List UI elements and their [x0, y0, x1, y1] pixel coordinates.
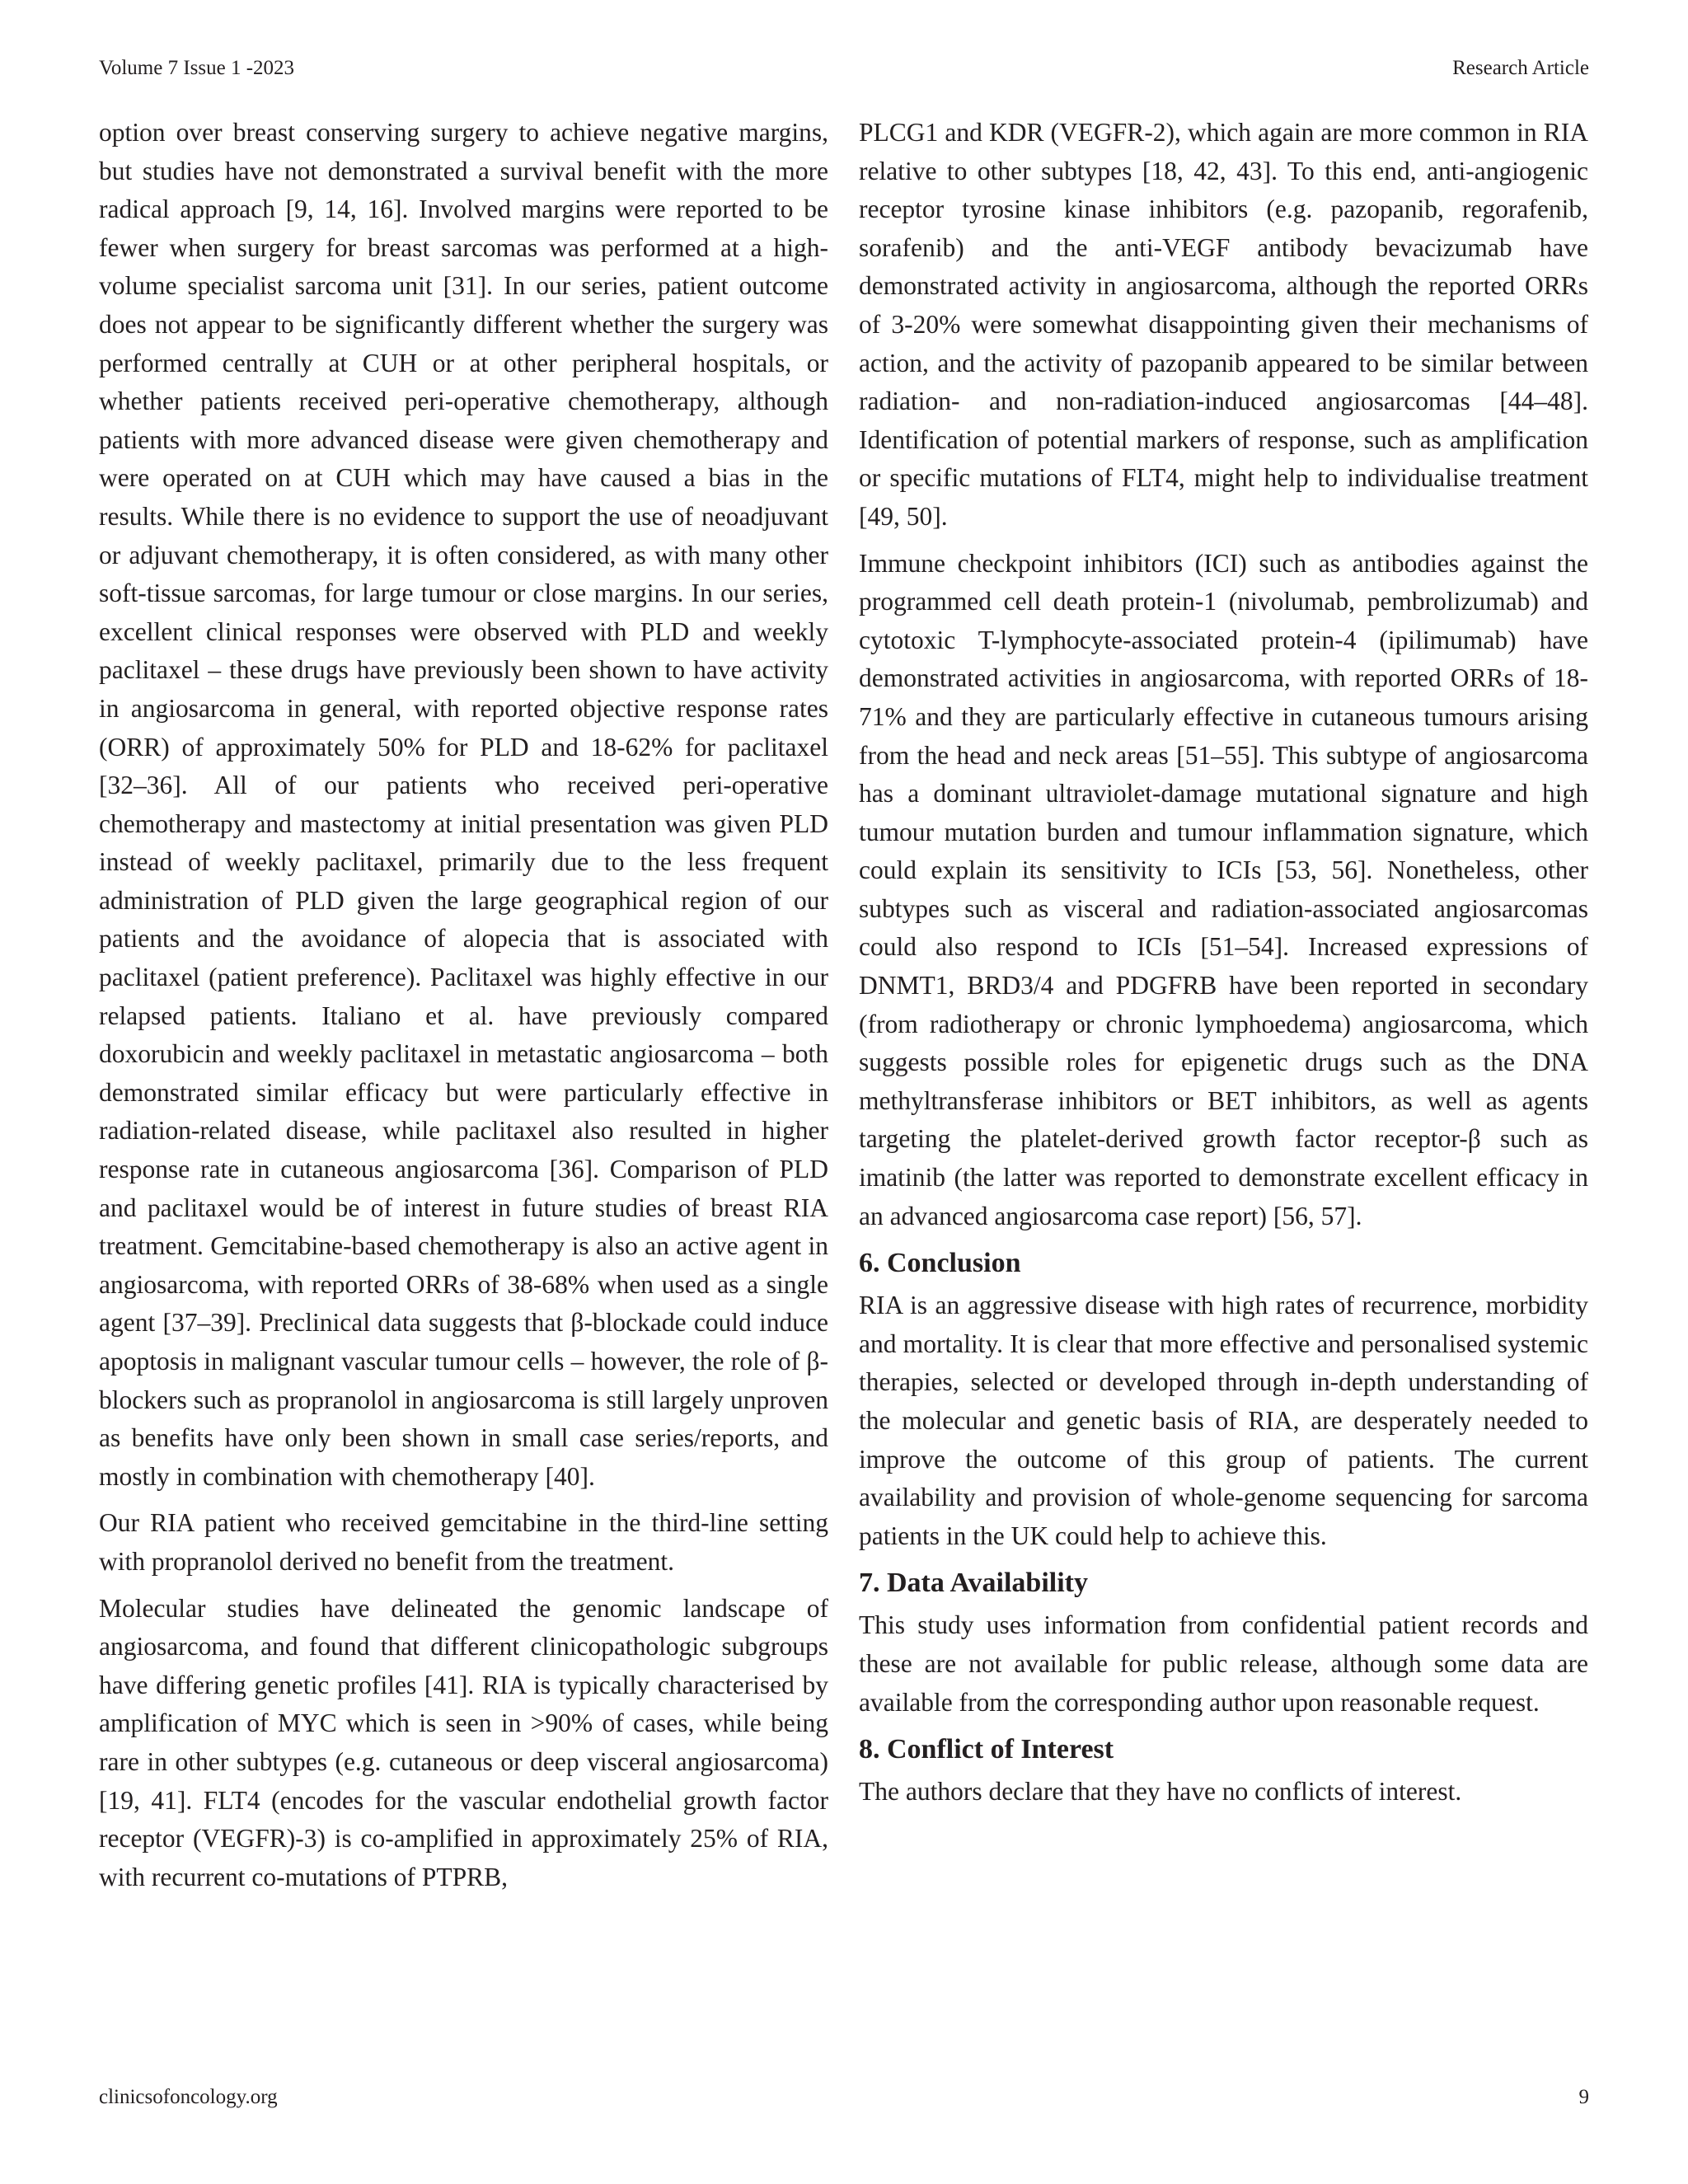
paragraph-chemotherapy: option over breast conserving surgery to achieve negative margins, but studies have not demonstrated a survival benefit with the more radical approach [9, 14, 16]. Involved margins were reported to be fewer when surgery for breast sarcomas was performed at a high-volume specialist sarcoma unit [31]. In our series, patient outcome does not appear to be significantly different whether the surgery was performed centrally at CUH or at other peripheral hospitals, or whether patients received peri-operative chemotherapy, although patients with more advanced disease were given chemotherapy and were operated on at CUH which may have caused a bias in the results. While there is no evidence to support the use of neoadjuvant or adjuvant chemotherapy, it is often considered, as with many other soft-tissue sarcomas, for large tumour or close margins. In our series, excellent clinical responses were observed with PLD and weekly paclitaxel – these drugs have previously been shown to have activity in angiosarcoma in general, with reported objective response rates (ORR) of approximately 50% for PLD and 18-62% for paclitaxel [32–36]. All of our patients who received peri-operative chemotherapy and mastectomy at initial presentation was given PLD instead of weekly paclitaxel, primarily due to the less frequent administration of PLD given the large geographical region of our patients and the avoidance of alopecia that is associated with paclitaxel (patient preference). Paclitaxel was highly effective in our relapsed patients. Italiano et al. have previously compared doxorubicin and weekly paclitaxel in metastatic angiosarcoma – both demonstrated similar efficacy but were particularly effective in radiation-related disease, while paclitaxel also resulted in higher response rate in cutaneous angiosarcoma [36]. Comparison of PLD and paclitaxel would be of interest in future studies of breast RIA treatment. Gemcitabine-based chemotherapy is also an active agent in angiosarcoma, with reported ORRs of 38-68% when used as a single agent [37–39]. Preclinical data suggests that β-blockade could induce apoptosis in malignant vascular tumour cells – however, the role of β-blockers such as propranolol in angiosarcoma is still largely unproven as benefits have only been shown in small case series/reports, and mostly in combination with chemotherapy [40].: [99, 118, 828, 1491]
paragraph-gemcitabine: Our RIA patient who received gemcitabine in the third-line setting with propranolol derived no benefit from the treatment.: [99, 1508, 828, 1576]
paragraph-immune-checkpoint: Immune checkpoint inhibitors (ICI) such as antibodies against the programmed cell death protein-1 (nivolumab, pembrolizumab) and cytotoxic T-lymphocyte-associated protein-4 (ipilimumab) have demonstrated activities in angiosarcoma, with reported ORRs of 18-71% and they are particularly effective in cutaneous tumours arising from the head and neck areas [51–55]. This subtype of angiosarcoma has a dominant ultraviolet-damage mutational signature and high tumour mutation burden and tumour inflammation signature, which could explain its sensitivity to ICIs [53, 56]. Nonetheless, other subtypes such as visceral and radiation-associated angiosarcomas could also respond to ICIs [51–54]. Increased expressions of DNMT1, BRD3/4 and PDGFRB have been reported in secondary (from radiotherapy or chronic lymphoedema) angiosarcoma, which suggests possible roles for epigenetic drugs such as the DNA methyltransferase inhibitors or BET inhibitors, as well as agents targeting the platelet-derived growth factor receptor-β such as imatinib (the latter was reported to demonstrate excellent efficacy in an advanced angiosarcoma case report) [56, 57].: [859, 548, 1588, 1230]
journal-website: clinicsofoncology.org: [99, 2086, 278, 2108]
page-number: 9: [1578, 2086, 1589, 2108]
heading-conclusion: 6. Conclusion: [859, 1248, 1021, 1279]
paragraph-data-availability: This study uses information from confidential patient records and these are not available for public release, although some data are available from the corresponding author upon reasonable request.: [859, 1610, 1588, 1717]
paragraph-molecular: Molecular studies have delineated the genomic landscape of angiosarcoma, and found that different clinicopathologic subgroups have differing genetic profiles [41]. RIA is typically characterised by amplification of MYC which is seen in >90% of cases, while being rare in other subtypes (e.g. cutaneous or deep visceral angiosarcoma) [19, 41]. FLT4 (encodes for the vascular endothelial growth factor receptor (VEGFR)-3) is co-amplified in approximately 25% of RIA, with recurrent co-mutations of PTPRB,: [99, 1593, 828, 1891]
paragraph-antiangiogenic: PLCG1 and KDR (VEGFR-2), which again are more common in RIA relative to other subtypes [18, 42, 43]. To this end, anti-angiogenic receptor tyrosine kinase inhibitors (e.g. pazopanib, regorafenib, sorafenib) and the anti-VEGF antibody bevacizumab have demonstrated activity in angiosarcoma, although the reported ORRs of 3-20% were somewhat disappointing given their mechanisms of action, and the activity of pazopanib appeared to be similar between radiation- and non-radiation-induced angiosarcomas [44–48]. Identification of potential markers of response, such as amplification or specific mutations of FLT4, might help to individualise treatment [49, 50].: [859, 118, 1588, 531]
article-type: Research Article: [1452, 57, 1589, 79]
left-column: [99, 114, 828, 1905]
paragraph-conclusion: RIA is an aggressive disease with high rates of recurrence, morbidity and mortality. It is clear that more effective and personalised systemic therapies, selected or developed through in-depth understanding of the molecular and genetic basis of RIA, are desperately needed to improve the outcome of this group of patients. The current availability and provision of whole-genome sequencing for sarcoma patients in the UK could help to achieve this.: [859, 1291, 1588, 1550]
paragraph-conflict-of-interest: The authors declare that they have no conflicts of interest.: [859, 1777, 1462, 1807]
journal-volume: Volume 7 Issue 1 -2023: [99, 57, 295, 79]
right-column: [859, 114, 1588, 1820]
heading-conflict-of-interest: 8. Conflict of Interest: [859, 1734, 1114, 1765]
heading-data-availability: 7. Data Availability: [859, 1568, 1088, 1599]
